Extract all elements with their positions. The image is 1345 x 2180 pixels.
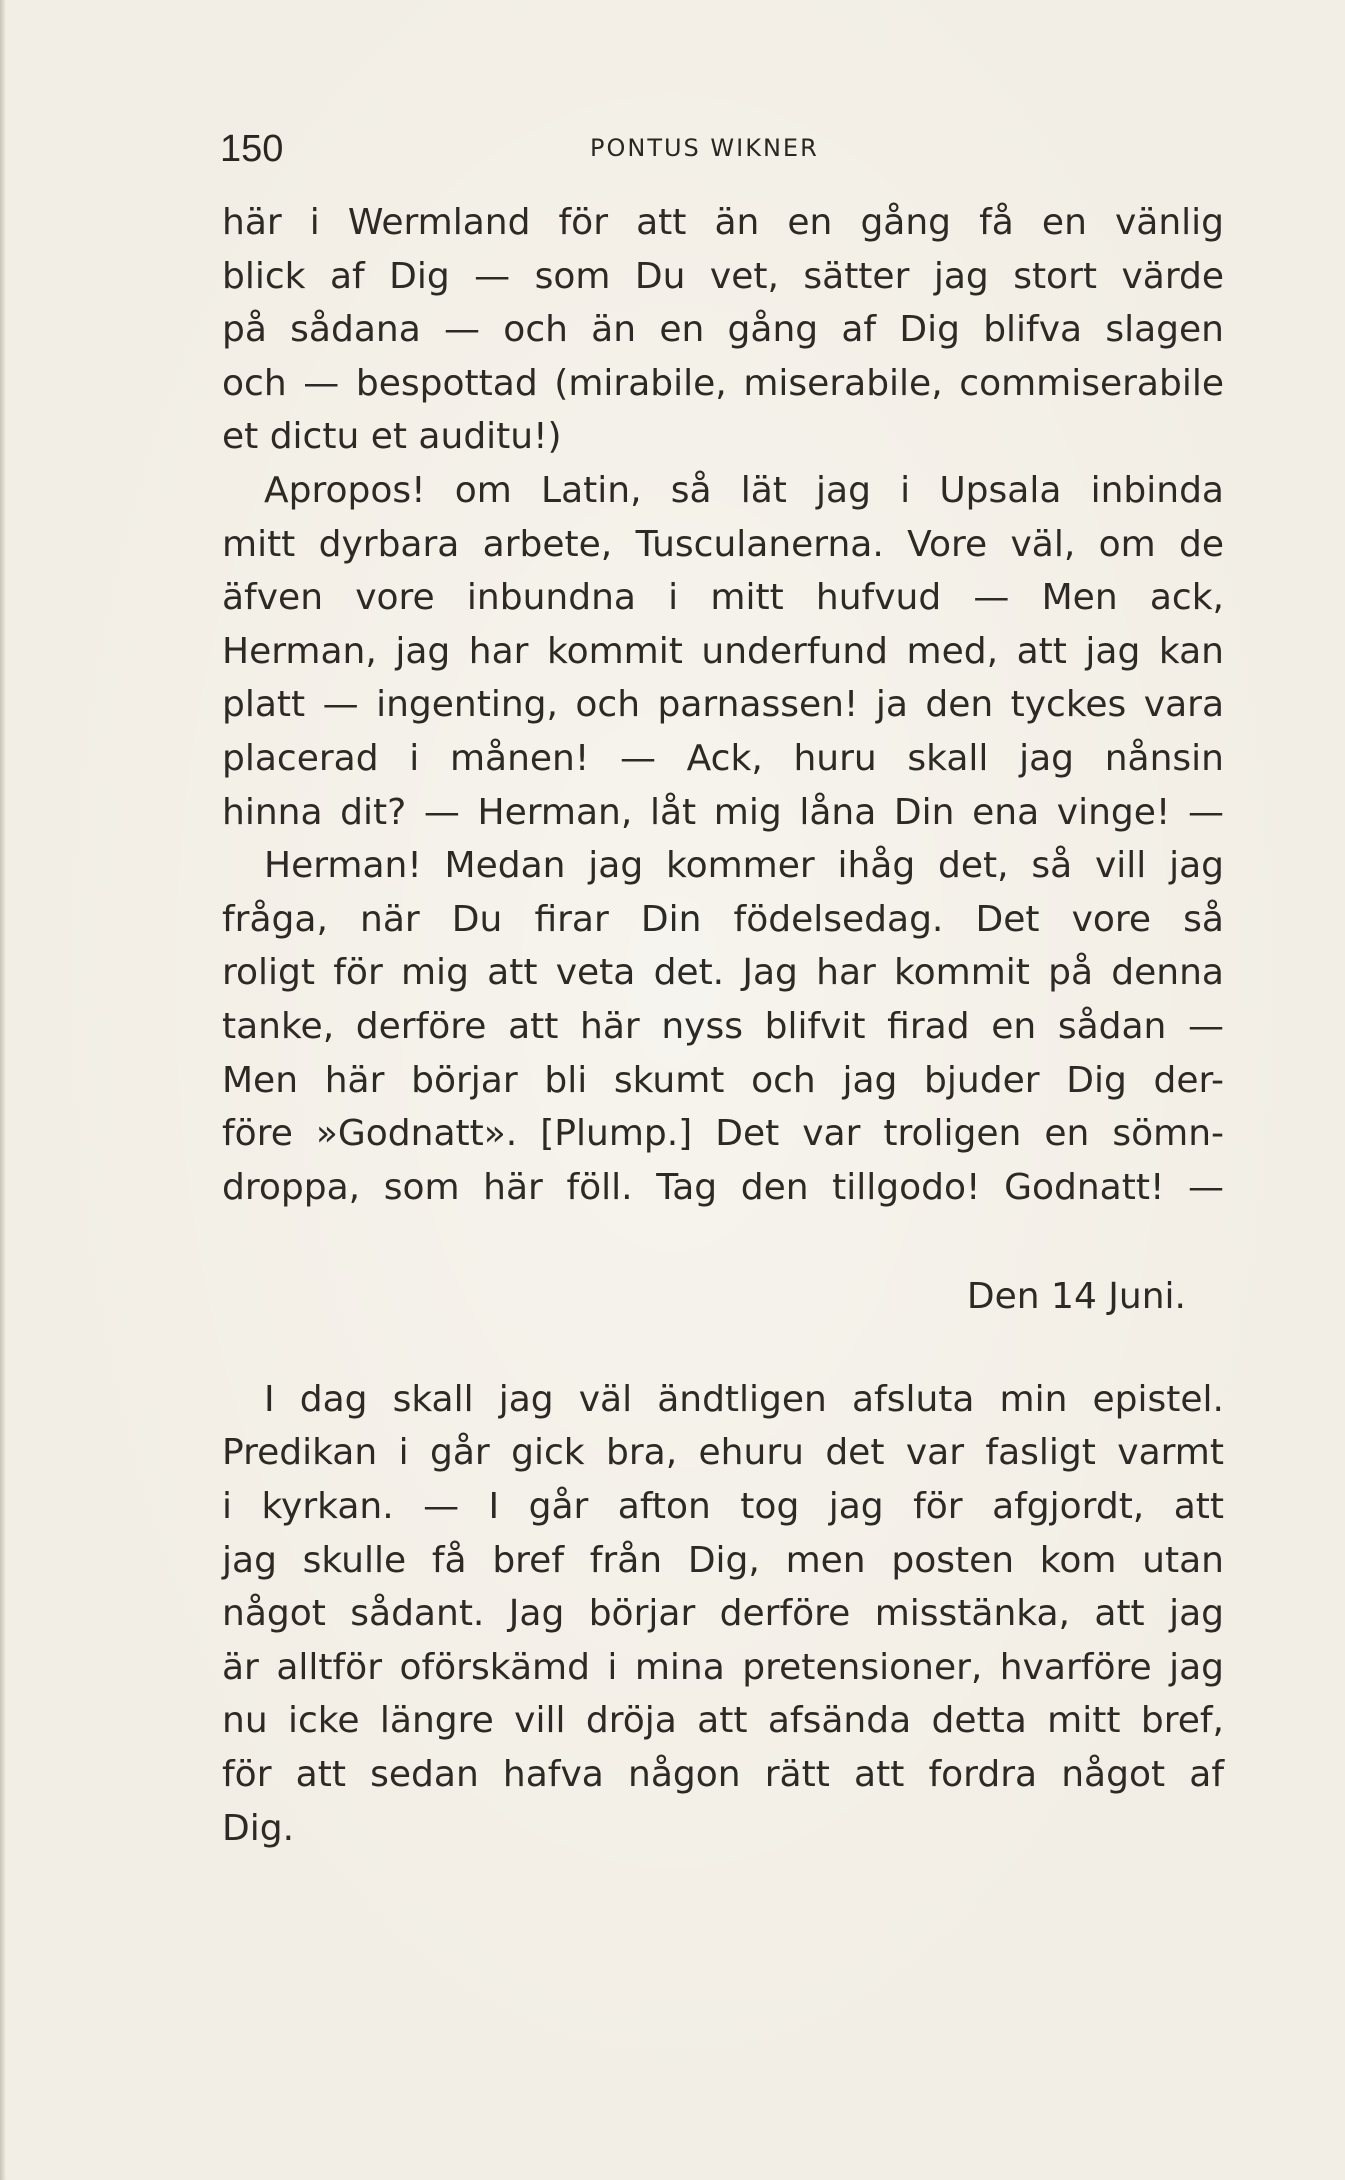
text-line: Predikan i går gick bra, ehuru det var fasligt varmt	[222, 1432, 1224, 1474]
text-line: här i Wermland för att än en gång få en vänlig	[222, 202, 1224, 243]
paragraph-3	[222, 839, 1224, 1214]
text-line: droppa, som här föll. Tag den tillgodo! Godnatt! —	[222, 1166, 1224, 1208]
text-line: mitt dyrbara arbete, Tusculanerna. Vore väl, om de	[222, 523, 1224, 565]
paragraph-4	[222, 1373, 1224, 1855]
text-line: äfven vore inbundna i mitt hufvud — Men ack,	[222, 577, 1224, 619]
text-line: för att sedan hafva någon rätt att fordra något af	[222, 1754, 1224, 1796]
text-line: Men här börjar bli skumt och jag bjuder Dig der-	[222, 1059, 1224, 1101]
text-line: något sådant. Jag börjar derföre misstänka, att jag	[222, 1593, 1224, 1635]
paragraph-2	[222, 464, 1224, 839]
text-line: och — bespottad (mirabile, miserabile, commiserabile	[222, 362, 1224, 404]
text-line: platt — ingenting, och parnassen! ja den tyckes vara	[222, 684, 1224, 726]
text-line: före »Godnatt». [Plump.] Det var troligen en sömn-	[222, 1113, 1224, 1155]
text-line: Herman, jag har kommit underfund med, att jag kan	[222, 630, 1224, 672]
text-line: tanke, derföre att här nyss blifvit firad en sådan —	[222, 1005, 1224, 1047]
text-line: nu icke längre vill dröja att afsända detta mitt bref,	[222, 1700, 1224, 1742]
text-line: är alltför oförskämd i mina pretensioner, hvarföre jag	[222, 1646, 1224, 1688]
text-line: på sådana — och än en gång af Dig blifva slagen	[222, 309, 1224, 351]
body-text	[222, 196, 1224, 1855]
text-line: Apropos! om Latin, så lät jag i Upsala inbinda	[264, 469, 1224, 511]
page-edge-shadow	[0, 0, 6, 2180]
text-line: Dig.	[222, 1807, 295, 1849]
letter-date: Den 14 Juni.	[966, 1276, 1186, 1318]
text-line: roligt för mig att veta det. Jag har kommit på denna	[222, 952, 1224, 994]
text-line: hinna dit? — Herman, låt mig låna Din ena vinge! —	[222, 791, 1224, 833]
text-line: placerad i månen! — Ack, huru skall jag nånsin	[222, 737, 1224, 779]
text-line: et dictu et auditu!)	[222, 416, 562, 458]
page-number: 150	[220, 128, 284, 170]
paragraph-1	[222, 196, 1224, 464]
text-line: blick af Dig — som Du vet, sätter jag stort värde	[222, 255, 1224, 297]
text-line: Herman! Medan jag kommer ihåg det, så vill jag	[264, 845, 1224, 887]
text-line: I dag skall jag väl ändtligen afsluta min epistel.	[264, 1378, 1224, 1420]
text-line: jag skulle få bref från Dig, men posten kom utan	[222, 1539, 1224, 1581]
text-line: i kyrkan. — I går afton tog jag för afgjordt, att	[222, 1486, 1224, 1528]
running-head: PONTUS WIKNER	[590, 134, 819, 162]
page-header	[220, 128, 1140, 178]
text-line: fråga, när Du firar Din födelsedag. Det vore så	[222, 898, 1224, 940]
